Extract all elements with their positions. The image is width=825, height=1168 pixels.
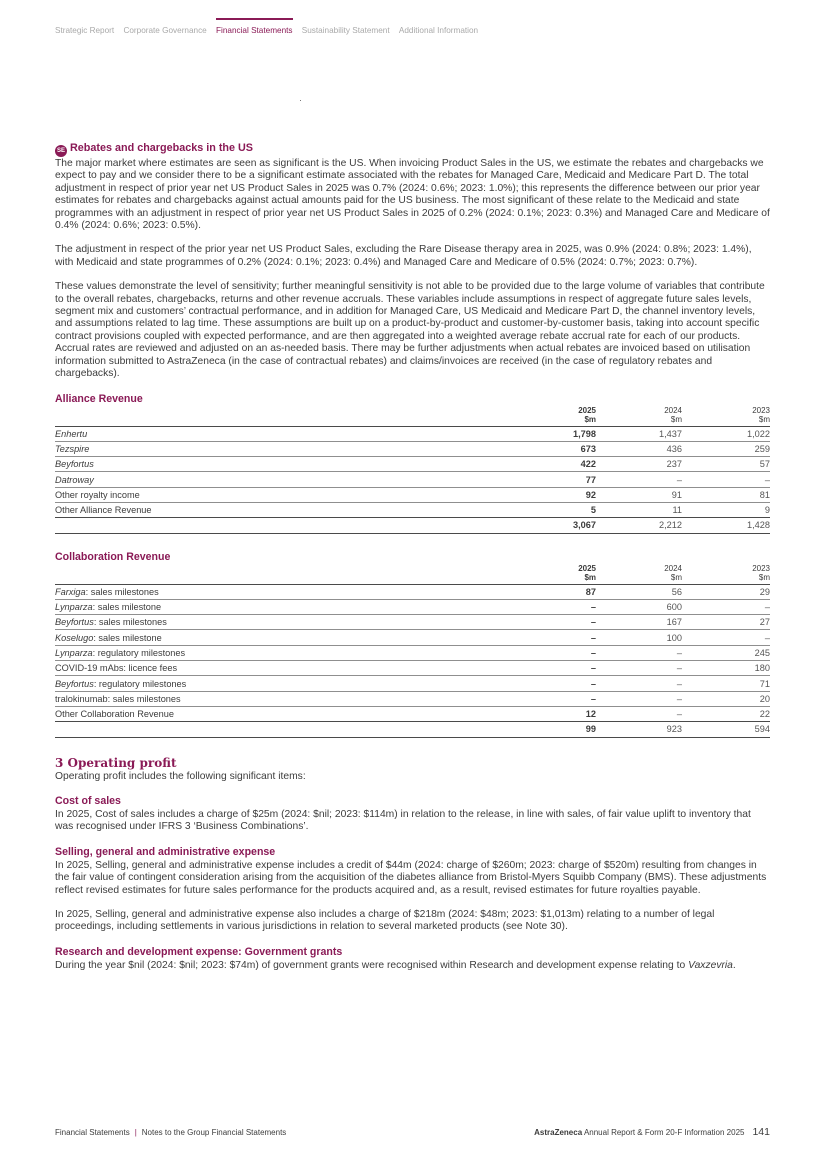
collaboration-revenue-table bbox=[55, 564, 770, 738]
footer-separator: | bbox=[134, 1128, 137, 1137]
significant-estimate-icon: SE bbox=[55, 145, 67, 157]
cost-of-sales-text: In 2025, Cost of sales includes a charge of $25m (2024: $nil; 2023: $114m) in relation to the release, in line with sales, of fair value uplift to inventory that was recognised under IFRS 3 ‘Business Combinations’. bbox=[55, 808, 751, 833]
col-2025: 2025 $m bbox=[510, 564, 596, 585]
rnd-heading: Research and development expense: Government grants bbox=[55, 945, 343, 958]
rebates-heading-text: Rebates and chargebacks in the US bbox=[70, 142, 254, 154]
table-row: Tezspire 673 436 259 bbox=[55, 441, 770, 456]
rebates-heading bbox=[55, 142, 770, 157]
table-row: Lynparza: regulatory milestones – – 245 bbox=[55, 645, 770, 660]
table-row: Other royalty income 92 91 81 bbox=[55, 487, 770, 502]
footer-section[interactable]: Financial Statements bbox=[55, 1128, 130, 1137]
col-2024: 2024 $m bbox=[596, 406, 682, 427]
operating-profit-title: 3 Operating profit bbox=[55, 755, 177, 770]
cost-of-sales-heading: Cost of sales bbox=[55, 794, 121, 807]
page-number: 141 bbox=[752, 1126, 770, 1138]
sga-text-1: In 2025, Selling, general and administrative expense includes a credit of $44m (2024: charge of $260m; 2023: charge of $520m) resulting from changes in the fair value of contingent consideration arising from the acquisition of the diabetes alliance from Bristol-Myers Squibb Company (BMS). These adjustments reflect revised estimates for future sales performance for the products acquired and, as a result, revised estimates for future royalties payable. bbox=[55, 859, 767, 896]
col-2024: 2024 $m bbox=[596, 564, 682, 585]
stray-dot bbox=[300, 100, 301, 101]
table-header-row bbox=[55, 406, 770, 427]
alliance-revenue-block bbox=[55, 393, 770, 534]
table-row: Enhertu 1,798 1,437 1,022 bbox=[55, 426, 770, 441]
rnd-text: During the year $nil (2024: $nil; 2023: $74m) of government grants were recognised within Research and development expense relating to Vaxzevria. bbox=[55, 959, 736, 971]
nav-strategic-report[interactable]: Strategic Report bbox=[55, 26, 115, 35]
table-row: Koselugo: sales milestone – 100 – bbox=[55, 630, 770, 645]
col-2023: 2023 $m bbox=[682, 406, 770, 427]
table-row: COVID-19 mAbs: licence fees – – 180 bbox=[55, 661, 770, 676]
rebates-paragraph-1: The major market where estimates are seen as significant is the US. When invoicing Product Sales in the US, we estimate the rebates and chargebacks we expect to pay and we consider there to be a significant estimate associated with the rebates for Managed Care, Medicaid and Medicare Part D. The total adjustment in respect of prior year net US Product Sales in 2025 was 0.7% (2024: 0.6%; 2023: 1.0%); this represents the difference between our prior year estimates for rebates and chargebacks against actual amounts paid for the US business. The most significant of these relate to the Medicaid and state programmes with an adjustment in respect of prior year net US Product Sales in 2025 of 0.2% (2024: 0.1%; 2023: 0.3%) and Managed Care and Medicare of 0.4% (2024: 0.6%; 2023: 0.5%). bbox=[55, 158, 770, 232]
nav-additional-information[interactable]: Additional Information bbox=[398, 26, 479, 35]
nav-corporate-governance[interactable]: Corporate Governance bbox=[123, 26, 207, 35]
table-total-row: 3,067 2,212 1,428 bbox=[55, 518, 770, 533]
col-2025: 2025 $m bbox=[510, 406, 596, 427]
table-header-row bbox=[55, 564, 770, 585]
alliance-revenue-table bbox=[55, 406, 770, 534]
sga-text-2: In 2025, Selling, general and administrative expense also includes a charge of $218m (2024: $48m; 2023: $1,013m) relating to a number of legal proceedings, including settlements in various jurisdictions in relation to several marketed products (see Note 30). bbox=[55, 908, 715, 933]
table-row: tralokinumab: sales milestones – – 20 bbox=[55, 691, 770, 706]
rebates-paragraph-2: The adjustment in respect of the prior year net US Product Sales, excluding the Rare Disease therapy area in 2025, was 0.9% (2024: 0.8%; 2023: 1.4%), with Medicaid and state programmes of 0.2% (2024: 0.1%; 2023: 0.4%) and Managed Care and Medicare of 0.5% (2024: 0.7%; 2023: 0.7%). bbox=[55, 244, 752, 268]
collaboration-revenue-block bbox=[55, 551, 770, 738]
table-row: Beyfortus 422 237 57 bbox=[55, 457, 770, 472]
alliance-revenue-title: Alliance Revenue bbox=[55, 392, 143, 405]
operating-profit-intro: Operating profit includes the following significant items: bbox=[55, 770, 306, 782]
top-navigation bbox=[55, 18, 485, 35]
table-row: Datroway 77 – – bbox=[55, 472, 770, 487]
main-content bbox=[55, 142, 770, 984]
table-row: Other Alliance Revenue 5 11 9 bbox=[55, 502, 770, 517]
table-total-row: 99 923 594 bbox=[55, 722, 770, 737]
footer-brand: AstraZeneca bbox=[534, 1128, 583, 1137]
table-row: Farxiga: sales milestones 87 56 29 bbox=[55, 584, 770, 599]
col-2023: 2023 $m bbox=[682, 564, 770, 585]
sga-heading: Selling, general and administrative expense bbox=[55, 845, 276, 858]
collaboration-revenue-title: Collaboration Revenue bbox=[55, 550, 171, 563]
page-footer bbox=[55, 1128, 770, 1137]
footer-subsection[interactable]: Notes to the Group Financial Statements bbox=[141, 1128, 287, 1137]
footer-report-info bbox=[534, 1126, 770, 1138]
table-row: Other Collaboration Revenue 12 – 22 bbox=[55, 706, 770, 721]
table-row: Beyfortus: sales milestones – 167 27 bbox=[55, 615, 770, 630]
nav-sustainability-statement[interactable]: Sustainability Statement bbox=[301, 26, 390, 35]
footer-report-title: Annual Report & Form 20-F Information 2025 bbox=[583, 1128, 745, 1137]
rebates-paragraph-3: These values demonstrate the level of sensitivity; further meaningful sensitivity is not able to be provided due to the large volume of variables that contribute to the overall rebates, chargebacks, returns and other revenue accruals. These variables include assumptions in respect of aggregate future sales levels, segment mix and customers’ contractual performance, and in addition for Managed Care, US Medicaid and Medicare Part D, the channel inventory levels, and assumptions related to lag time. These assumptions are built up on a product-by-product and customer-by-customer basis, taking into account specific contract provisions coupled with expected performance, and are then aggregated into a weighted average rebate accrual rate for each of our products. Accrual rates are reviewed and adjusted on an as-needed basis. There may be further adjustments when actual rebates are invoiced based on utilisation information submitted to AstraZeneca (in the case of contractual rebates) and claims/invoices are received (in the case of regulatory rebates and chargebacks). bbox=[55, 281, 765, 380]
nav-financial-statements[interactable]: Financial Statements bbox=[216, 18, 292, 35]
table-row: Beyfortus: regulatory milestones – – 71 bbox=[55, 676, 770, 691]
table-row: Lynparza: sales milestone – 600 – bbox=[55, 599, 770, 614]
